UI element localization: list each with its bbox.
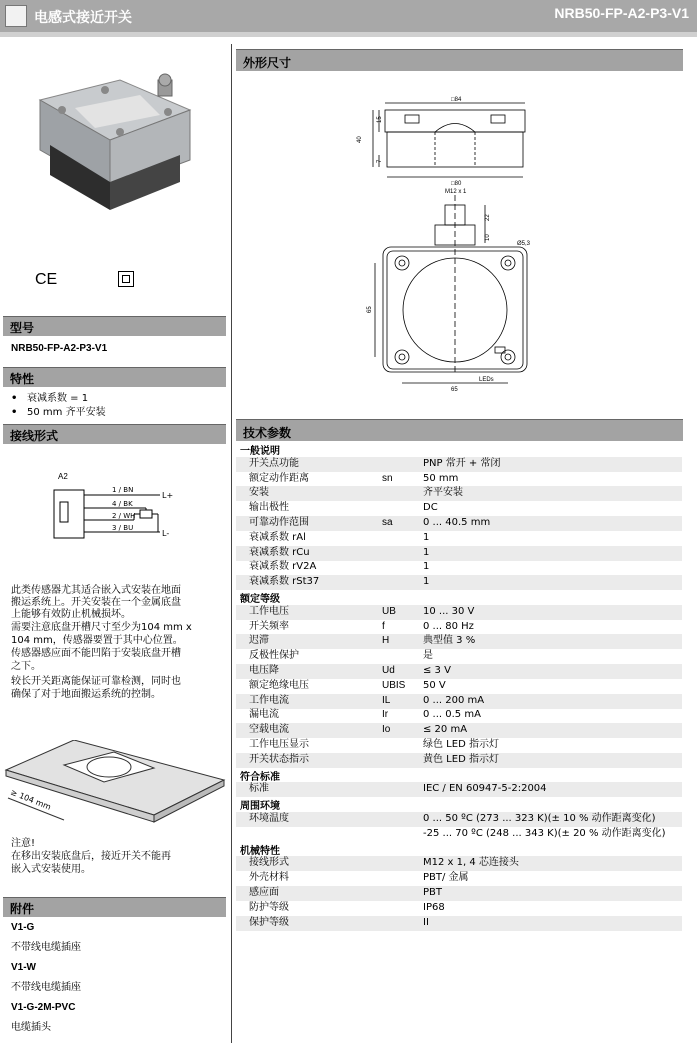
spec-label: 开关状态指示 xyxy=(249,753,309,765)
mounting-plate-diagram xyxy=(4,740,226,835)
spec-row xyxy=(240,753,680,767)
spec-label: 接线形式 xyxy=(249,857,289,869)
minus-label: L- xyxy=(162,529,170,538)
spec-row xyxy=(240,531,680,545)
spec-label: 反极性保护 xyxy=(249,650,299,662)
dim-label: 65 xyxy=(367,306,373,313)
spec-group-title: 机械特性 xyxy=(240,845,280,857)
spec-label: 外壳材料 xyxy=(249,872,289,884)
spec-row xyxy=(240,516,680,530)
accessory-desc: 不带线电缆插座 xyxy=(11,982,81,993)
description-line: 上能够有效防止机械损坏。 xyxy=(11,609,131,620)
description-line: 确保了对于地面搬运系统的控制。 xyxy=(11,689,161,700)
spec-row xyxy=(240,916,680,930)
spec-symbol: H xyxy=(382,635,390,647)
spec-value: 黄色 LED 指示灯 xyxy=(423,753,499,765)
spec-label: 空载电流 xyxy=(249,724,289,736)
spec-value: IP68 xyxy=(423,901,445,913)
spec-value: 50 V xyxy=(423,679,446,691)
spec-row xyxy=(240,886,680,900)
spec-label: 防护等级 xyxy=(249,901,289,913)
spec-row xyxy=(240,871,680,885)
spec-value: 1 xyxy=(423,576,430,588)
spec-group-title: 一般说明 xyxy=(240,446,280,457)
spec-label: 电压降 xyxy=(249,665,279,676)
spec-row xyxy=(240,501,680,515)
spec-label: 迟滞 xyxy=(249,635,269,647)
spec-label: 衰减系数 rCu xyxy=(249,546,310,558)
spec-value: -25 ... 70 ºC (248 ... 343 K)(± 20 % 动作距离变化) xyxy=(423,827,666,839)
description-line: 需要注意底盘开槽尺寸至少为104 mm x xyxy=(11,622,192,633)
spec-value: PBT/ 金属 xyxy=(423,872,469,884)
spec-value: 是 xyxy=(423,650,433,662)
description-line: 搬运系统上。开关安装在一个金属底盘 xyxy=(11,597,181,608)
spec-value: PNP 常开 + 常闭 xyxy=(423,457,501,469)
spec-value: 1 xyxy=(423,531,430,543)
spec-label: 衰减系数 rV2A xyxy=(249,561,317,573)
spec-row xyxy=(240,457,680,471)
spec-value: 1 xyxy=(423,561,430,573)
spec-label: 衰减系数 rSt37 xyxy=(249,576,320,588)
dim-label: 15 xyxy=(377,116,383,123)
spec-symbol: f xyxy=(382,620,385,632)
spec-row xyxy=(240,664,680,678)
spec-label: 标准 xyxy=(249,783,269,795)
spec-row xyxy=(240,575,680,589)
spec-label: 可靠动作范围 xyxy=(249,517,309,528)
product-photo xyxy=(20,60,200,230)
spec-row xyxy=(240,620,680,634)
dim-label: □84 xyxy=(451,97,462,103)
note-line: 嵌入式安装使用。 xyxy=(11,864,91,875)
spec-row xyxy=(240,486,680,500)
spec-row xyxy=(240,708,680,722)
spec-row xyxy=(240,856,680,870)
spec-label: 开关点功能 xyxy=(249,457,299,469)
spec-row xyxy=(240,634,680,648)
header-bar xyxy=(0,0,697,32)
spec-row xyxy=(240,782,680,796)
description-line: 传感器感应面不能凹陷于安装底盘开槽 xyxy=(11,648,181,659)
plate-dimension-label: ≥ 104 mm xyxy=(9,787,53,812)
spec-symbol: Ud xyxy=(382,665,395,676)
description-line: 此类传感器尤其适合嵌入式安装在地面 xyxy=(11,585,181,596)
spec-symbol: UB xyxy=(382,605,396,617)
model-value: NRB50-FP-A2-P3-V1 xyxy=(11,343,108,354)
ce-mark: CE xyxy=(35,271,58,288)
spec-label: 工作电压 xyxy=(249,605,289,617)
description-line: 较长开关距离能保证可靠检测，同时也 xyxy=(11,676,181,687)
spec-row xyxy=(240,738,680,752)
spec-row xyxy=(240,901,680,915)
spec-value: PBT xyxy=(423,887,442,898)
spec-row xyxy=(240,560,680,574)
spec-value: 0 ... 50 ºC (273 ... 323 K)(± 10 % 动作距离变化) xyxy=(423,813,656,824)
spec-symbol: sn xyxy=(382,472,393,484)
section-wiring-header: 接线形式 xyxy=(3,424,226,444)
spec-symbol: sa xyxy=(382,517,393,528)
spec-value: IEC / EN 60947-5-2:2004 xyxy=(423,783,547,795)
wiring-label: A2 xyxy=(58,472,68,481)
pin-label: 2 / WH xyxy=(112,512,136,520)
spec-group-title: 额定等级 xyxy=(240,594,280,605)
section-spec-header: 技术参数 xyxy=(236,419,683,441)
pin-label: 1 / BN xyxy=(112,486,134,494)
spec-value: 1 xyxy=(423,546,430,558)
dim-label: Ø5,3 xyxy=(517,241,531,247)
section-dimensions-header: 外形尺寸 xyxy=(236,49,683,71)
spec-label: 工作电压显示 xyxy=(249,739,309,750)
spec-row xyxy=(240,694,680,708)
spec-value: ≤ 20 mA xyxy=(423,724,468,736)
wiring-diagram xyxy=(40,470,190,545)
spec-value: 0 ... 80 Hz xyxy=(423,620,474,632)
spec-value: 绿色 LED 指示灯 xyxy=(423,739,499,750)
header-subbar xyxy=(0,32,697,37)
spec-value: 齐平安装 xyxy=(423,487,463,499)
dim-label: 22 xyxy=(485,214,491,221)
section-model-header: 型号 xyxy=(3,316,226,336)
spec-symbol: Ir xyxy=(382,709,389,721)
dim-label: 7 xyxy=(377,159,383,163)
spec-row xyxy=(240,649,680,663)
spec-label: 安装 xyxy=(249,487,269,499)
spec-value: 0 ... 200 mA xyxy=(423,694,485,706)
accessory-code: V1-G-2M-PVC xyxy=(11,1002,76,1013)
feature-item: • 50 mm 齐平安装 xyxy=(11,407,106,418)
spec-label: 漏电流 xyxy=(249,709,279,721)
spec-label: 保护等级 xyxy=(249,916,289,928)
dim-label: 65 xyxy=(451,387,458,393)
header-square-icon xyxy=(5,5,27,27)
plus-label: L+ xyxy=(162,491,174,500)
spec-label: 感应面 xyxy=(249,887,279,898)
spec-value: II xyxy=(423,916,429,928)
dim-label: LEDs xyxy=(479,377,494,383)
spec-group-title: 符合标准 xyxy=(240,771,280,783)
spec-label: 额定绝缘电压 xyxy=(249,679,309,691)
dim-label: M12 x 1 xyxy=(445,189,467,195)
spec-label: 衰减系数 rAl xyxy=(249,531,306,543)
page-title: 电感式接近开关 xyxy=(34,10,132,26)
spec-value: 0 ... 0.5 mA xyxy=(423,709,481,721)
spec-row xyxy=(240,605,680,619)
description-line: 104 mm，传感器要置于其中心位置。 xyxy=(11,635,183,646)
pin-label: 4 / BK xyxy=(112,500,133,508)
pin-label: 3 / BU xyxy=(112,524,134,532)
model-title: NRB50-FP-A2-P3-V1 xyxy=(554,5,689,21)
dim-label: 40 xyxy=(357,136,363,143)
dimension-drawing xyxy=(355,95,555,395)
accessory-desc: 电缆插头 xyxy=(11,1022,51,1033)
feature-item: • 衰减系数 = 1 xyxy=(11,393,89,404)
spec-symbol: Io xyxy=(382,724,391,736)
spec-row xyxy=(240,679,680,693)
accessory-code: V1-G xyxy=(11,922,35,933)
spec-label: 输出极性 xyxy=(249,502,289,514)
spec-label: 额定动作距离 xyxy=(249,472,309,484)
spec-row xyxy=(240,546,680,560)
spec-row xyxy=(240,472,680,486)
spec-row xyxy=(240,827,680,841)
accessory-code: V1-W xyxy=(11,962,36,973)
spec-value: 0 ... 40.5 mm xyxy=(423,517,491,528)
column-divider xyxy=(231,44,232,1043)
spec-label: 开关频率 xyxy=(249,620,289,632)
spec-value: 10 ... 30 V xyxy=(423,605,475,617)
spec-symbol: UBIS xyxy=(382,679,406,691)
note-line: 在移出安装底盘后，接近开关不能再 xyxy=(11,851,171,862)
section-features-header: 特性 xyxy=(3,367,226,387)
spec-label: 环境温度 xyxy=(249,813,289,824)
dim-label: 10 xyxy=(485,234,491,241)
spec-value: DC xyxy=(423,502,438,514)
spec-row xyxy=(240,812,680,826)
spec-group-title: 周围环境 xyxy=(240,801,280,813)
note-line: 注意! xyxy=(11,838,36,849)
protection-class-icon xyxy=(118,271,134,287)
spec-value: 典型值 3 % xyxy=(423,635,476,647)
spec-value: 50 mm xyxy=(423,472,459,484)
spec-symbol: IL xyxy=(382,694,391,706)
spec-value: ≤ 3 V xyxy=(423,665,451,676)
accessory-desc: 不带线电缆插座 xyxy=(11,942,81,953)
description-line: 之下。 xyxy=(11,661,41,672)
spec-row xyxy=(240,723,680,737)
spec-label: 工作电流 xyxy=(249,694,289,706)
section-accessories-header: 附件 xyxy=(3,897,226,917)
spec-value: M12 x 1, 4 芯连接头 xyxy=(423,857,519,869)
dim-label: □80 xyxy=(451,181,462,187)
